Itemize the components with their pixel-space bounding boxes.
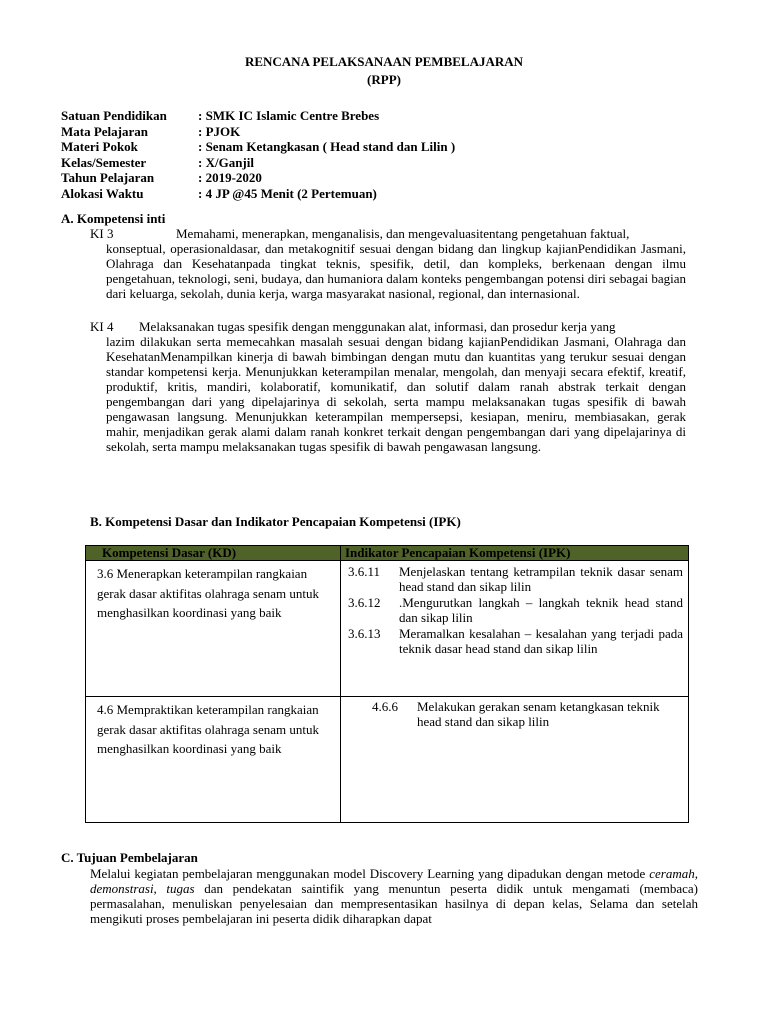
tujuan-paragraph — [90, 866, 698, 926]
ipk-text: Menjelaskan tentang ketrampilan teknik dasar senam head stand dan sikap lilin — [399, 564, 683, 594]
ipk-number: 3.6.11 — [348, 564, 381, 579]
section-c-heading: C. Tujuan Pembelajaran — [61, 850, 198, 865]
tujuan-methods: ceramah, demonstrasi, tugas — [90, 866, 698, 896]
meta-row-tahun — [61, 170, 455, 186]
meta-value: : 4 JP @45 Menit (2 Pertemuan) — [198, 185, 377, 201]
kd-cell — [86, 697, 341, 823]
ipk-cell — [341, 561, 689, 697]
meta-label: Mata Pelajaran — [61, 123, 149, 139]
ipk-item — [348, 627, 683, 656]
meta-value: : Senam Ketangkasan ( Head stand dan Lilin ) — [198, 139, 456, 155]
table-row — [86, 561, 689, 697]
identity-block — [61, 108, 455, 202]
meta-value: : 2019-2020 — [198, 170, 262, 186]
meta-row-materi — [61, 139, 455, 155]
ipk-number: 3.6.13 — [348, 626, 381, 641]
meta-value: : PJOK — [198, 123, 241, 139]
meta-label: Kelas/Semester — [61, 154, 147, 170]
kd-text: 3.6 Menerapkan keterampilan rangkaian gerak dasar aktifitas olahraga senam untuk menghasilkan koordinasi yang baik — [97, 566, 319, 620]
ki4-label: KI 4 — [90, 319, 114, 334]
ki3-text: konseptual, operasionaldasar, dan metakognitif sesuai dengan bidang dan lingkup kajianPendidikan Jasmani, Olahraga dan Kesehatanpada tingkat teknis, spesifik, detil, dan kompleks, berkenaan dengan ilmu pengetahuan, teknologi, seni, budaya, dan humaniora dalam konteks pengembangan potensi diri sebagai bagian dari keluarga, sekolah, dunia kerja, warga masyarakat nasional, regional, dan internasional. — [106, 241, 686, 301]
ki3-first-line: Memahami, menerapkan, menganalisis, dan mengevaluasitentang pengetahuan faktual, — [176, 226, 630, 241]
ki3-label: KI 3 — [90, 226, 114, 241]
col-header-kd: Kompetensi Dasar (KD) — [86, 546, 341, 561]
ipk-cell — [341, 697, 689, 823]
meta-row-satuan — [61, 108, 455, 124]
kd-text: 4.6 Mempraktikan keterampilan rangkaian gerak dasar aktifitas olahraga senam untuk menghasilkan koordinasi yang baik — [97, 702, 319, 756]
ipk-text: .Mengurutkan langkah – langkah teknik head stand dan sikap lilin — [399, 595, 683, 625]
meta-row-mapel — [61, 124, 455, 140]
ki4-text: lazim dilakukan serta memecahkan masalah sesuai dengan bidang kajianPendidikan Jasmani, Olahraga dan KesehatanMenampilkan kinerja di bawah bimbingan dengan mutu dan kuantitas yang terukur sesuai dengan standar kompetensi kerja. Menunjukkan keterampilan menalar, mengolah, dan menyaji secara efektif, kreatif, produktif, kritis, mandiri, kolaboratif, komunikatif, dan solutif dalam ranah abstrak terkait dengan pengembangan dari yang dipelajarinya di sekolah, serta mampu melaksanakan tugas spesifik di bawah pengawasan langsung. Menunjukkan keterampilan mempersepsi, kesiapan, meniru, membiasakan, gerak mahir, menjadikan gerak alami dalam ranah konkret terkait dengan pengembangan dari yang dipelajarinya di sekolah, serta mampu melaksanakan tugas spesifik di bawah pengawasan langsung. — [106, 334, 686, 454]
tujuan-text-start: Melalui kegiatan pembelajaran menggunakan model Discovery Learning yang dipadukan dengan metode — [90, 866, 650, 881]
ipk-text: Melakukan gerakan senam ketangkasan teknik head stand dan sikap lilin — [417, 699, 660, 729]
col-header-ipk: Indikator Pencapaian Kompetensi (IPK) — [341, 546, 689, 561]
document-subtitle: (RPP) — [367, 72, 401, 87]
meta-label: Materi Pokok — [61, 139, 138, 155]
meta-label: Tahun Pelajaran — [61, 170, 155, 186]
ipk-number: 3.6.12 — [348, 595, 381, 610]
meta-row-alokasi — [61, 186, 455, 202]
ipk-item — [342, 698, 687, 729]
ipk-text: Meramalkan kesalahan – kesalahan yang terjadi pada teknik dasar head stand dan sikap lilin — [399, 626, 683, 656]
section-b-heading: B. Kompetensi Dasar dan Indikator Pencapaian Kompetensi (IPK) — [90, 514, 461, 529]
meta-value: : SMK IC Islamic Centre Brebes — [198, 108, 380, 123]
kd-cell — [86, 561, 341, 697]
ipk-number: 4.6.6 — [372, 699, 398, 714]
tujuan-text-end: dan pendekatan saintifik yang menuntun peserta didik untuk mengamati (membaca) permasalahan, menuliskan penyelesaian dan mempresentasikan hasilnya di depan kelas, Selama dan setelah mengikuti proses pembelajaran ini peserta didik diharapkan dapat — [90, 881, 698, 926]
document-title: RENCANA PELAKSANAAN PEMBELAJARAN — [244, 54, 524, 69]
meta-label: Alokasi Waktu — [61, 185, 144, 201]
ipk-item — [348, 565, 683, 594]
meta-value: : X/Ganjil — [198, 154, 254, 170]
meta-label: Satuan Pendidikan — [61, 108, 167, 123]
ipk-item — [348, 596, 683, 625]
table-row — [86, 697, 689, 823]
kd-ipk-table — [85, 545, 689, 823]
ki4-first-line: Melaksanakan tugas spesifik dengan menggunakan alat, informasi, dan prosedur kerja yang — [139, 319, 616, 334]
meta-row-kelas — [61, 155, 455, 171]
section-a-heading: A. Kompetensi inti — [61, 211, 166, 226]
